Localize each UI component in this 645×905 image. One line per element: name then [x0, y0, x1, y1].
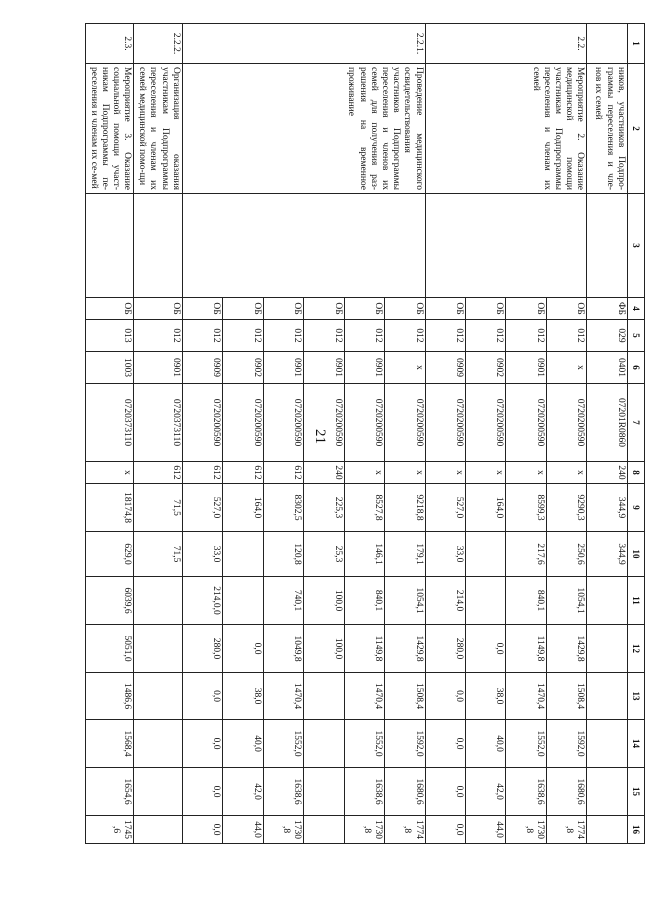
cell-col-16: 1774,8 [546, 816, 586, 844]
cell-col-10: 33,0 [182, 532, 222, 577]
row-description: Проведение медицинского освидетельствования участников Подпрограммы переселения и членов их семей для получения раз-решения на временное проживание [182, 64, 425, 194]
cell-col-8: x [86, 462, 134, 484]
row-description: Мероприятие 2. Оказание медицинской помощи участникам Подпрограммы переселения и членам их семей [425, 64, 587, 194]
cell-col-13: 0,0 [425, 673, 465, 720]
cell-col-10 [223, 532, 263, 577]
cell-col-8: x [546, 462, 586, 484]
cell-col-13 [304, 673, 344, 720]
cell-col-11: 6039,6 [86, 577, 134, 625]
cell-col-7: 0720200590 [385, 384, 425, 462]
cell-col-5: 012 [466, 320, 506, 352]
cell-col-9: 8527,8 [344, 484, 384, 532]
column-header: 10 [627, 532, 644, 577]
cell-col-12: 280,0 [182, 625, 222, 673]
cell-col-6: 0909 [182, 352, 222, 384]
cell-col-16: 1730,8 [506, 816, 546, 844]
cell-col-14: 1568,4 [86, 720, 134, 768]
cell-col-6: x [385, 352, 425, 384]
cell-col-4: ОБ [466, 298, 506, 320]
row-note [134, 194, 182, 298]
cell-col-5: 012 [223, 320, 263, 352]
column-header: 4 [627, 298, 644, 320]
cell-col-6: 0401 [587, 352, 627, 384]
cell-col-4: ОБ [86, 298, 134, 320]
cell-col-14 [304, 720, 344, 768]
cell-col-16: 0,0 [425, 816, 465, 844]
cell-col-4: ОБ [223, 298, 263, 320]
cell-col-14 [134, 720, 182, 768]
cell-col-8: 240 [304, 462, 344, 484]
cell-col-10: 179,1 [385, 532, 425, 577]
cell-col-16 [587, 816, 627, 844]
column-header: 1 [627, 24, 644, 64]
column-header: 13 [627, 673, 644, 720]
cell-col-16: 1730,8 [344, 816, 384, 844]
cell-col-6: 0902 [466, 352, 506, 384]
cell-col-16 [304, 816, 344, 844]
cell-col-9: 164,0 [223, 484, 263, 532]
cell-col-5: 012 [385, 320, 425, 352]
column-header: 3 [627, 194, 644, 298]
cell-col-15: 0,0 [182, 768, 222, 816]
page-number: 21 [312, 429, 328, 444]
cell-col-15: 0,0 [425, 768, 465, 816]
cell-col-15: 1680,6 [385, 768, 425, 816]
cell-col-5: 012 [182, 320, 222, 352]
table-row [134, 24, 182, 844]
cell-col-11: 100,0 [304, 577, 344, 625]
cell-col-9: 164,0 [466, 484, 506, 532]
cell-col-9: 344,9 [587, 484, 627, 532]
cell-col-13: 1508,4 [546, 673, 586, 720]
cell-col-15: 1638,6 [263, 768, 303, 816]
cell-col-15: 42,0 [223, 768, 263, 816]
cell-col-8: x [344, 462, 384, 484]
cell-col-11: 740,1 [263, 577, 303, 625]
column-header: 2 [627, 64, 644, 194]
row-number: 2.3. [86, 24, 134, 64]
cell-col-5: 012 [546, 320, 586, 352]
cell-col-9: 225,3 [304, 484, 344, 532]
cell-col-4: ОБ [546, 298, 586, 320]
cell-col-10: 120,8 [263, 532, 303, 577]
cell-col-10: 25,3 [304, 532, 344, 577]
cell-col-7: 0720200590 [466, 384, 506, 462]
cell-col-6: 0901 [506, 352, 546, 384]
cell-col-10: 217,6 [506, 532, 546, 577]
cell-col-10: 71,5 [134, 532, 182, 577]
cell-col-11: 1054,1 [546, 577, 586, 625]
cell-col-9: 18174,8 [86, 484, 134, 532]
row-description: Организация оказания участникам Подпрограммы переселения и членам их семей медицинской помо-щи [134, 64, 182, 194]
cell-col-5: 012 [263, 320, 303, 352]
cell-col-9: 9290,3 [546, 484, 586, 532]
column-header: 15 [627, 768, 644, 816]
cell-col-10 [466, 532, 506, 577]
cell-col-13: 38,0 [223, 673, 263, 720]
cell-col-11 [223, 577, 263, 625]
cell-col-5: 029 [587, 320, 627, 352]
cell-col-9: 527,0 [182, 484, 222, 532]
cell-col-14: 0,0 [182, 720, 222, 768]
table-row [385, 24, 425, 844]
cell-col-16: 1745,6 [86, 816, 134, 844]
column-header: 6 [627, 352, 644, 384]
column-header: 12 [627, 625, 644, 673]
cell-col-7: 0720373110 [86, 384, 134, 462]
cell-col-7: 0720200590 [182, 384, 222, 462]
cell-col-14: 1552,0 [263, 720, 303, 768]
cell-col-4: ОБ [506, 298, 546, 320]
cell-col-14: 40,0 [466, 720, 506, 768]
cell-col-6: x [546, 352, 586, 384]
cell-col-12: 1149,8 [344, 625, 384, 673]
cell-col-11: 840,1 [344, 577, 384, 625]
cell-col-13: 1470,4 [506, 673, 546, 720]
cell-col-10: 33,0 [425, 532, 465, 577]
row-number: 2.2.1. [182, 24, 425, 64]
cell-col-14: 1552,0 [506, 720, 546, 768]
column-header: 8 [627, 462, 644, 484]
cell-col-10: 250,6 [546, 532, 586, 577]
cell-col-4: ОБ [263, 298, 303, 320]
cell-col-14: 1592,0 [546, 720, 586, 768]
cell-col-9: 8302,5 [263, 484, 303, 532]
cell-col-16: 1774,8 [385, 816, 425, 844]
cell-col-6: 0909 [425, 352, 465, 384]
cell-col-11 [466, 577, 506, 625]
cell-col-7: 0720373110 [134, 384, 182, 462]
row-number: 2.2. [425, 24, 587, 64]
cell-col-6: 1003 [86, 352, 134, 384]
cell-col-11 [587, 577, 627, 625]
cell-col-9: 71,5 [134, 484, 182, 532]
cell-col-12: 1429,8 [546, 625, 586, 673]
cell-col-11 [134, 577, 182, 625]
row-number: 2.2.2. [134, 24, 182, 64]
row-note [587, 194, 627, 298]
cell-col-8: x [466, 462, 506, 484]
cell-col-5: 012 [425, 320, 465, 352]
cell-col-6: 0902 [223, 352, 263, 384]
cell-col-8: 240 [587, 462, 627, 484]
cell-col-8: 612 [134, 462, 182, 484]
column-header: 9 [627, 484, 644, 532]
cell-col-11: 840,1 [506, 577, 546, 625]
cell-col-7: 0720200590 [425, 384, 465, 462]
cell-col-6: 0901 [344, 352, 384, 384]
column-header: 14 [627, 720, 644, 768]
cell-col-4: ОБ [385, 298, 425, 320]
cell-col-16 [134, 816, 182, 844]
row-note [86, 194, 134, 298]
cell-col-14: 1592,0 [385, 720, 425, 768]
cell-col-7: 0720200590 [223, 384, 263, 462]
cell-col-14: 1552,0 [344, 720, 384, 768]
table-body [86, 24, 645, 844]
cell-col-9: 8599,3 [506, 484, 546, 532]
header-row [627, 24, 644, 844]
cell-col-5: 012 [344, 320, 384, 352]
cell-col-10: 344,9 [587, 532, 627, 577]
row-note [182, 194, 425, 298]
cell-col-7: 0720200590 [546, 384, 586, 462]
cell-col-16: 44,0 [223, 816, 263, 844]
cell-col-15: 1680,6 [546, 768, 586, 816]
cell-col-8: 612 [263, 462, 303, 484]
row-number [587, 24, 627, 64]
cell-col-4: ОБ [304, 298, 344, 320]
cell-col-14: 0,0 [425, 720, 465, 768]
cell-col-8: 612 [182, 462, 222, 484]
cell-col-10: 629,0 [86, 532, 134, 577]
cell-col-12: 5051,0 [86, 625, 134, 673]
cell-col-6: 0901 [263, 352, 303, 384]
cell-col-7: 0720200590 [344, 384, 384, 462]
cell-col-15 [587, 768, 627, 816]
column-header: 7 [627, 384, 644, 462]
cell-col-8: 612 [223, 462, 263, 484]
cell-col-5: 012 [134, 320, 182, 352]
cell-col-13 [134, 673, 182, 720]
cell-col-7: 0720200590 [263, 384, 303, 462]
row-description: ников, участников Подпро-граммы переселения и чле-нов их семей [587, 64, 627, 194]
cell-col-7: 0720200590 [506, 384, 546, 462]
cell-col-8: x [385, 462, 425, 484]
row-note [425, 194, 587, 298]
cell-col-13 [587, 673, 627, 720]
cell-col-12 [587, 625, 627, 673]
cell-col-4: ОБ [425, 298, 465, 320]
cell-col-15: 1638,6 [344, 768, 384, 816]
cell-col-13: 1508,4 [385, 673, 425, 720]
cell-col-7: 07201R0860 [587, 384, 627, 462]
cell-col-13: 38,0 [466, 673, 506, 720]
cell-col-13: 1470,4 [344, 673, 384, 720]
cell-col-13: 1486,6 [86, 673, 134, 720]
cell-col-16: 0,0 [182, 816, 222, 844]
cell-col-12: 1049,8 [263, 625, 303, 673]
cell-col-16: 1730,8 [263, 816, 303, 844]
cell-col-8: x [506, 462, 546, 484]
cell-col-12: 0,0 [466, 625, 506, 673]
cell-col-5: 012 [304, 320, 344, 352]
cell-col-11: 214,0 [425, 577, 465, 625]
cell-col-14: 40,0 [223, 720, 263, 768]
cell-col-16: 44,0 [466, 816, 506, 844]
cell-col-12: 1149,8 [506, 625, 546, 673]
cell-col-8: x [425, 462, 465, 484]
cell-col-12: 100,0 [304, 625, 344, 673]
rotated-table-container [85, 23, 645, 843]
cell-col-7: 0720200590 [304, 384, 344, 462]
column-header: 11 [627, 577, 644, 625]
table-row [546, 24, 586, 844]
cell-col-9: 9218,8 [385, 484, 425, 532]
table-row [587, 24, 627, 844]
cell-col-12: 1429,8 [385, 625, 425, 673]
cell-col-5: 013 [86, 320, 134, 352]
row-description: Мероприятие 3. Оказание социальной помощи участ-никам Подпрограммы пе-реселения и членам их се-мей [86, 64, 134, 194]
cell-col-13: 0,0 [182, 673, 222, 720]
cell-col-15: 42,0 [466, 768, 506, 816]
cell-col-12: 280,0 [425, 625, 465, 673]
cell-col-12 [134, 625, 182, 673]
cell-col-15: 1654,6 [86, 768, 134, 816]
cell-col-5: 012 [506, 320, 546, 352]
cell-col-4: ОБ [134, 298, 182, 320]
cell-col-9: 527,0 [425, 484, 465, 532]
cell-col-4: ОБ [344, 298, 384, 320]
table-row [86, 24, 134, 844]
column-header: 16 [627, 816, 644, 844]
cell-col-15: 1638,6 [506, 768, 546, 816]
cell-col-14 [587, 720, 627, 768]
budget-table [85, 23, 645, 844]
cell-col-12: 0,0 [223, 625, 263, 673]
cell-col-10: 146,1 [344, 532, 384, 577]
cell-col-6: 0901 [304, 352, 344, 384]
cell-col-15 [304, 768, 344, 816]
cell-col-11: 214,0,0 [182, 577, 222, 625]
cell-col-4: ФБ [587, 298, 627, 320]
column-header: 5 [627, 320, 644, 352]
cell-col-4: ОБ [182, 298, 222, 320]
cell-col-15 [134, 768, 182, 816]
cell-col-11: 1054,1 [385, 577, 425, 625]
cell-col-13: 1470,4 [263, 673, 303, 720]
cell-col-6: 0901 [134, 352, 182, 384]
